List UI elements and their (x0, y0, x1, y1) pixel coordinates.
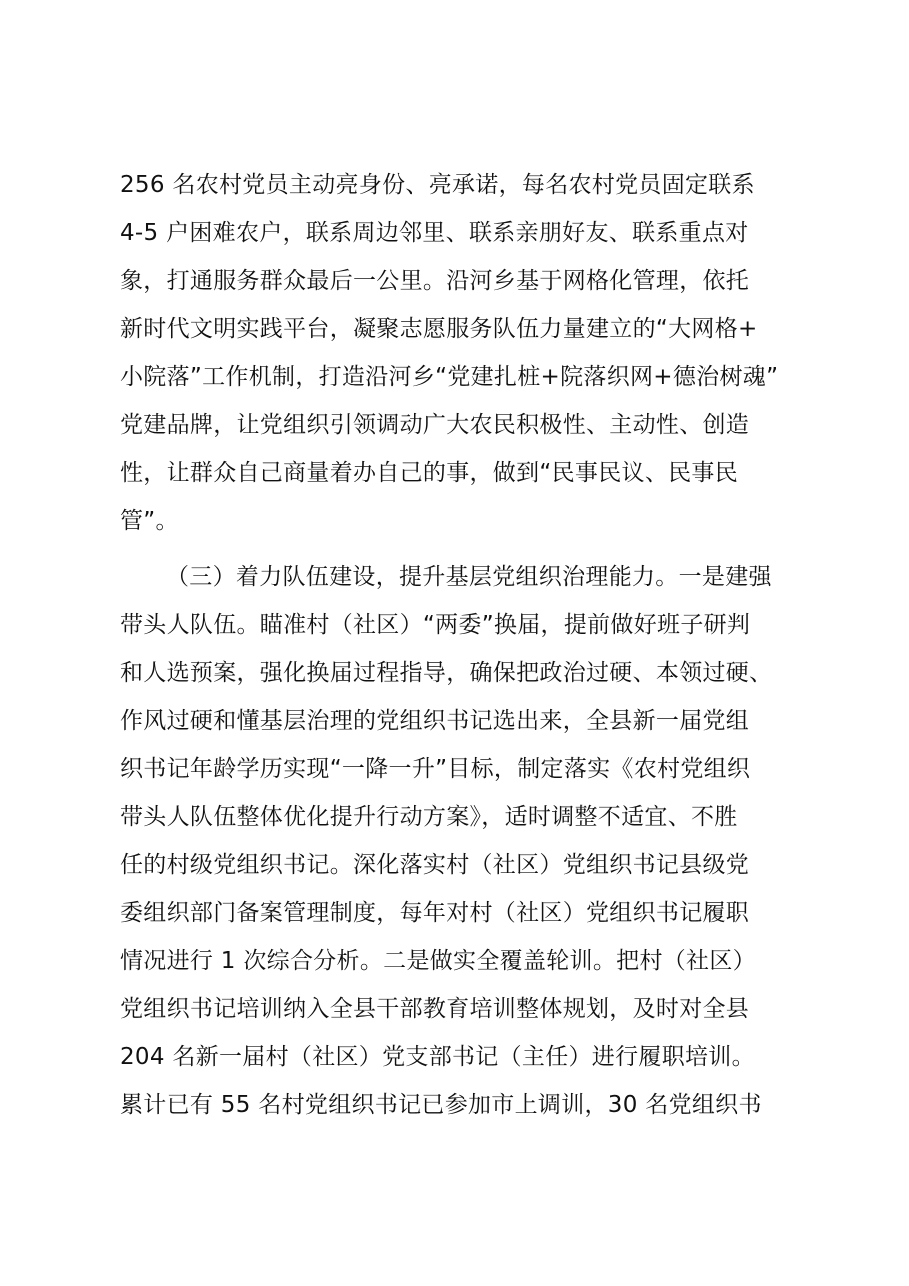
paragraph-line: 4-5 户困难农户，联系周边邻里、联系亲朋好友、联系重点对 (120, 220, 749, 246)
paragraph-line: 党建品牌，让党组织引领调动广大农民积极性、主动性、创造 (120, 412, 750, 438)
paragraph-line: 累计已有 55 名村党组织书记已参加市上调训，30 名党组织书 (120, 1092, 762, 1118)
paragraph-line: 带头人队伍整体优化提升行动方案》，适时调整不适宜、不胜 (120, 804, 738, 830)
paragraph-line: 带头人队伍。瞄准村（社区）“两委”换届，提前做好班子研判 (120, 612, 751, 638)
paragraph-line: 委组织部门备案管理制度，每年对村（社区）党组织书记履职 (120, 900, 750, 926)
paragraph-line: 新时代文明实践平台，凝聚志愿服务队伍力量建立的“大网格+ (120, 316, 758, 342)
paragraph-line: 象，打通服务群众最后一公里。沿河乡基于网格化管理，依托 (120, 268, 750, 294)
paragraph-line: 作风过硬和懂基层治理的党组织书记选出来，全县新一届党组 (120, 708, 750, 734)
section-heading-line: （三）着力队伍建设，提升基层党组织治理能力。一是建强 (166, 564, 772, 590)
paragraph-line: 情况进行 1 次综合分析。二是做实全覆盖轮训。把村（社区） (120, 948, 756, 974)
paragraph-line: 党组织书记培训纳入全县干部教育培训整体规划，及时对全县 (120, 996, 750, 1022)
paragraph-line: 性，让群众自己商量着办自己的事，做到“民事民议、民事民 (120, 460, 739, 486)
paragraph-line: 管”。 (120, 508, 179, 534)
paragraph-line: 204 名新一届村（社区）党支部书记（主任）进行履职培训。 (120, 1044, 755, 1070)
paragraph-line: 织书记年龄学历实现“一降一升”目标，制定落实《农村党组织 (120, 756, 751, 782)
paragraph-line: 和人选预案，强化换届过程指导，确保把政治过硬、本领过硬、 (120, 660, 773, 686)
paragraph-line: 小院落”工作机制，打造沿河乡“党建扎桩+院落织网+德治树魂” (120, 364, 779, 390)
paragraph-line: 任的村级党组织书记。深化落实村（社区）党组织书记县级党 (120, 852, 750, 878)
paragraph-line: 256 名农村党员主动亮身份、亮承诺，每名农村党员固定联系 (120, 172, 755, 198)
